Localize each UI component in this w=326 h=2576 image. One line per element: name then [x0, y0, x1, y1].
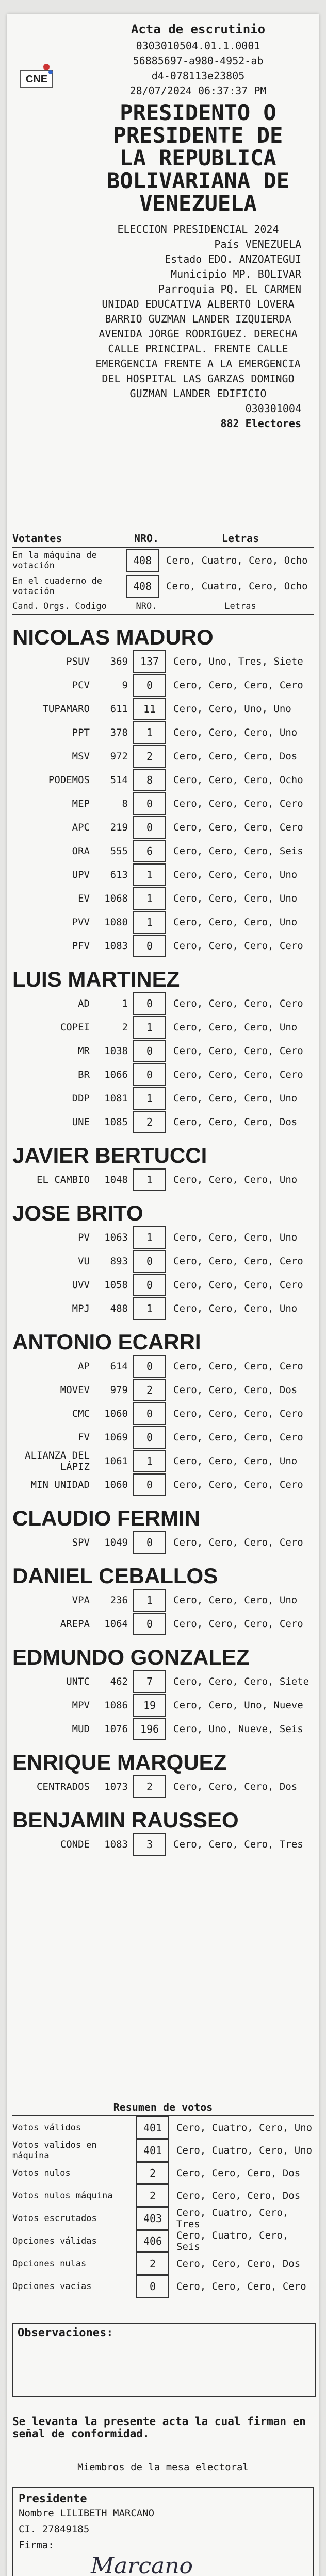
party-row: [12, 721, 314, 744]
candidate-name: LUIS MARTINEZ: [12, 967, 180, 991]
party-code: 1076: [104, 1723, 128, 1735]
party-org: CMC: [72, 1408, 90, 1419]
acta-code-1: 0303010504.01.1.0001: [136, 39, 260, 52]
candidate-name: ENRIQUE MARQUEZ: [12, 1750, 227, 1774]
party-votes: 0: [133, 1613, 166, 1635]
party-votes-letters: Cero, Cero, Cero, Uno: [173, 1455, 298, 1467]
party-code: 369: [110, 656, 128, 667]
org-label: Orgs. Codigo: [43, 601, 107, 612]
summary-label: Votos nulos: [12, 2168, 71, 2178]
candidate-name: CLAUDIO FERMIN: [12, 1506, 200, 1530]
summary-letters: Cero, Cero, Cero, Dos: [176, 2167, 301, 2179]
party-votes: 0: [133, 816, 166, 839]
party-org: AP: [78, 1361, 90, 1372]
party-row: [12, 1775, 314, 1799]
party-row: [12, 697, 314, 721]
party-votes-letters: Cero, Uno, Nueve, Seis: [173, 1723, 303, 1735]
party-code: 1060: [104, 1479, 128, 1490]
party-votes: 0: [133, 674, 166, 697]
party-votes-letters: Cero, Cero, Cero, Cero: [173, 1537, 303, 1548]
summary-letters: Cero, Cero, Cero, Dos: [176, 2190, 301, 2201]
summary-letters: Cero, Cuatro, Cero, Tres: [176, 2207, 289, 2230]
nro2-label: NRO.: [136, 601, 157, 612]
party-votes: 0: [133, 1063, 166, 1086]
party-votes-letters: Cero, Cero, Cero, Siete: [173, 1676, 309, 1687]
party-row: [12, 1354, 314, 1378]
summary-letters: Cero, Cuatro, Cero, Uno: [176, 2122, 313, 2133]
party-votes: 0: [133, 1355, 166, 1378]
center-name: UNIDAD EDUCATIVA ALBERTO LOVERA: [102, 298, 295, 311]
party-row: [12, 1087, 314, 1110]
summary-row: [12, 2184, 314, 2207]
party-row: [12, 1249, 314, 1273]
party-code: 488: [110, 1303, 128, 1314]
summary-row: [12, 2162, 314, 2184]
party-org: UNTC: [66, 1676, 90, 1687]
party-votes: 1: [133, 887, 166, 910]
party-org: PVV: [72, 917, 90, 928]
candidates-section: [12, 625, 314, 1866]
party-votes: 0: [133, 1250, 166, 1273]
candidate-block: [12, 1201, 314, 1320]
conformity-text: Se levanta la presente acta la cual firman en señal de conformidad.: [12, 2415, 306, 2440]
party-org: UPV: [72, 869, 90, 880]
row-letras: Cero, Cuatro, Cero, Ocho: [166, 581, 308, 592]
party-code: 378: [110, 727, 128, 738]
party-code: 972: [110, 751, 128, 762]
party-org: EL CAMBIO: [37, 1174, 90, 1185]
party-votes-letters: Cero, Cero, Cero, Uno: [173, 1174, 298, 1185]
party-votes: 2: [133, 745, 166, 768]
party-org: UVV: [72, 1279, 90, 1291]
party-row: [12, 934, 314, 958]
party-votes-letters: Cero, Cero, Cero, Dos: [173, 751, 298, 762]
summary-nro: 0: [136, 2275, 169, 2298]
row-nro: 408: [126, 575, 159, 598]
party-row: [12, 1378, 314, 1402]
party-votes-letters: Cero, Cero, Cero, Dos: [173, 1384, 298, 1396]
votantes-row-cuaderno: [12, 573, 314, 599]
acta-date: 28/07/2024 06:37:37 PM: [129, 84, 267, 97]
member-signature: Marcano: [91, 2553, 193, 2576]
summary-row: [12, 2139, 314, 2162]
party-org: SPV: [72, 1537, 90, 1548]
votantes-section: [12, 532, 314, 615]
summary-nro: 401: [136, 2139, 169, 2162]
party-code: 555: [110, 845, 128, 857]
row-nro: 408: [126, 549, 159, 572]
party-votes: 0: [133, 1531, 166, 1554]
party-code: 8: [122, 798, 128, 809]
member-signature-label: Firma:: [19, 2539, 54, 2551]
member-ci: CI. 27849185: [19, 2521, 307, 2537]
row-letras: Cero, Cuatro, Cero, Ocho: [166, 555, 308, 566]
party-row: [12, 1226, 314, 1249]
party-votes: 0: [133, 1040, 166, 1062]
candidate-name: ANTONIO ECARRI: [12, 1330, 201, 1354]
party-votes: 11: [133, 698, 166, 720]
party-code: 1048: [104, 1174, 128, 1185]
party-org: FV: [78, 1432, 90, 1443]
party-org: UNE: [72, 1116, 90, 1128]
party-row: [12, 1402, 314, 1426]
party-code: 1060: [104, 1408, 128, 1419]
party-row: [12, 992, 314, 1015]
party-code: 614: [110, 1361, 128, 1372]
candidate-block: [12, 1564, 314, 1636]
party-row: [12, 1168, 314, 1192]
summary-row: [12, 2252, 314, 2275]
party-code: 613: [110, 869, 128, 880]
party-code: 1073: [104, 1781, 128, 1792]
party-row: [12, 673, 314, 697]
acta-header: [7, 14, 319, 478]
nro-label: NRO.: [134, 532, 159, 545]
party-org: MOVEV: [60, 1384, 90, 1396]
summary-letters: Cero, Cuatro, Cero, Uno: [176, 2145, 313, 2156]
party-code: 893: [110, 1256, 128, 1267]
party-code: 1080: [104, 917, 128, 928]
party-votes-letters: Cero, Cero, Cero, Cero: [173, 1069, 303, 1080]
party-code: 1066: [104, 1069, 128, 1080]
party-code: 1086: [104, 1700, 128, 1711]
party-votes: 8: [133, 769, 166, 791]
observations-title: Observaciones:: [18, 2327, 113, 2340]
party-votes-letters: Cero, Cero, Cero, Cero: [173, 1279, 303, 1291]
header-column: [95, 21, 301, 431]
summary-row: [12, 2207, 314, 2230]
party-row: [12, 1297, 314, 1320]
candidate-block: [12, 1330, 314, 1497]
party-code: 1038: [104, 1045, 128, 1057]
member-name: Nombre LILIBETH MARCANO: [19, 2505, 307, 2521]
party-votes-letters: Cero, Cero, Cero, Uno: [173, 917, 298, 928]
party-row: [12, 1670, 314, 1693]
summary-nro: 401: [136, 2116, 169, 2139]
party-org: MPV: [72, 1700, 90, 1711]
party-row: [12, 1531, 314, 1554]
candidate-block: [12, 1808, 314, 1856]
party-votes-letters: Cero, Cero, Cero, Dos: [173, 1781, 298, 1792]
party-code: 1069: [104, 1432, 128, 1443]
party-org: PCV: [72, 680, 90, 691]
party-votes: 0: [133, 1274, 166, 1296]
party-code: 979: [110, 1384, 128, 1396]
party-votes: 1: [133, 721, 166, 744]
party-code: 1085: [104, 1116, 128, 1128]
country: País VENEZUELA: [214, 238, 301, 251]
party-votes-letters: Cero, Cero, Cero, Uno: [173, 1022, 298, 1033]
party-row: [12, 1473, 314, 1497]
party-org: ALIANZA DEL LÁPIZ: [25, 1450, 90, 1472]
candidate-name: DANIEL CEBALLOS: [12, 1564, 218, 1588]
letras2-label: Letras: [224, 601, 256, 612]
party-code: 1083: [104, 1839, 128, 1850]
party-code: 2: [122, 1022, 128, 1033]
party-row: [12, 1110, 314, 1134]
party-votes: 137: [133, 650, 166, 673]
party-votes: 1: [133, 1087, 166, 1110]
party-org: ORA: [72, 845, 90, 857]
party-row: [12, 816, 314, 839]
summary-letters: Cero, Cero, Cero, Cero: [176, 2281, 306, 2292]
summary-nro: 403: [136, 2207, 169, 2230]
party-row: [12, 1039, 314, 1063]
summary-letters: Cero, Cero, Cero, Dos: [176, 2258, 301, 2269]
candidate-name: NICOLAS MADURO: [12, 625, 214, 649]
center-address: BARRIO GUZMAN LANDER IZQUIERDA AVENIDA JORGE RODRIGUEZ. DERECHA CALLE PRINCIPAL. FRENTE CALLE EMERGENCIA FRENTE A LA EMERGENCIA DEL HOSPITAL LAS GARZAS DOMINGO GUZMAN LANDER EDIFICIO: [95, 313, 301, 400]
party-votes-letters: Cero, Cero, Cero, Tres: [173, 1839, 303, 1850]
party-org: EV: [78, 893, 90, 904]
cne-logo-text: CNE: [25, 74, 48, 85]
party-votes: 2: [133, 1379, 166, 1401]
candidate-block: [12, 1506, 314, 1554]
parish: Parroquia PQ. EL CARMEN: [158, 283, 301, 296]
party-row: [12, 1717, 314, 1741]
party-org: PPT: [72, 727, 90, 738]
summary-nro: 2: [136, 2252, 169, 2275]
party-votes: 3: [133, 1833, 166, 1856]
party-code: 1: [122, 998, 128, 1009]
party-code: 1061: [104, 1455, 128, 1467]
votantes-label: Votantes: [12, 532, 62, 545]
party-votes: 1: [133, 1450, 166, 1472]
party-votes-letters: Cero, Cero, Cero, Uno: [173, 1303, 298, 1314]
party-votes: 196: [133, 1718, 166, 1740]
summary-label: Votos escrutados: [12, 2213, 97, 2224]
party-votes-letters: Cero, Cero, Cero, Cero: [173, 680, 303, 691]
party-votes-letters: Cero, Cero, Cero, Cero: [173, 998, 303, 1009]
party-votes-letters: Cero, Cero, Cero, Uno: [173, 727, 298, 738]
party-row: [12, 839, 314, 863]
party-org: MEP: [72, 798, 90, 809]
members-title: Miembros de la mesa electoral: [77, 2462, 249, 2473]
party-org: TUPAMARO: [42, 703, 90, 715]
party-votes-letters: Cero, Cero, Uno, Uno: [173, 703, 291, 715]
row-label: En la máquina de votación: [12, 550, 97, 571]
candidate-name: EDMUNDO GONZALEZ: [12, 1645, 250, 1669]
municipality: Municipio MP. BOLIVAR: [171, 268, 301, 281]
letras-label: Letras: [221, 532, 259, 545]
summary-nro: 2: [136, 2162, 169, 2184]
party-org: MR: [78, 1045, 90, 1057]
candidate-name: JOSE BRITO: [12, 1201, 143, 1225]
party-code: 9: [122, 680, 128, 691]
party-votes-letters: Cero, Cero, Cero, Ocho: [173, 774, 303, 786]
observations-box: [12, 2323, 316, 2397]
party-code: 1064: [104, 1618, 128, 1630]
party-org: APC: [72, 822, 90, 833]
summary-title: Resumen de votos: [12, 2101, 314, 2116]
summary-nro: 2: [136, 2184, 169, 2207]
candidate-block: [12, 967, 314, 1134]
party-votes-letters: Cero, Cero, Cero, Cero: [173, 1432, 303, 1443]
party-row: [12, 863, 314, 887]
center-code: 030301004: [245, 402, 301, 415]
candidate-block: [12, 1645, 314, 1741]
party-code: 1083: [104, 940, 128, 952]
summary-row: [12, 2230, 314, 2252]
party-row: [12, 1273, 314, 1297]
party-votes-letters: Cero, Cero, Cero, Cero: [173, 1361, 303, 1372]
election-title: PRESIDENTO O PRESIDENTE DE LA REPUBLICA BOLIVARIANA DE VENEZUELA: [106, 99, 289, 216]
party-row: [12, 1588, 314, 1612]
party-votes: 1: [133, 863, 166, 886]
party-org: PV: [78, 1232, 90, 1243]
party-votes-letters: Cero, Cero, Cero, Cero: [173, 798, 303, 809]
party-org: BR: [78, 1069, 90, 1080]
party-code: 236: [110, 1595, 128, 1606]
party-votes-letters: Cero, Cero, Cero, Cero: [173, 1256, 303, 1267]
summary-label: Votos válidos: [12, 2123, 82, 2133]
party-row: [12, 1449, 314, 1473]
party-row: [12, 887, 314, 910]
party-row: [12, 1426, 314, 1449]
row-label: En el cuaderno de votación: [12, 576, 102, 597]
party-row: [12, 1833, 314, 1856]
summary-label: Votos validos en máquina: [12, 2140, 97, 2161]
member-block: [12, 2487, 314, 2576]
summary-row: [12, 2275, 314, 2298]
party-org: MPJ: [72, 1303, 90, 1314]
party-code: 219: [110, 822, 128, 833]
party-code: 1081: [104, 1093, 128, 1104]
party-org: PFV: [72, 940, 90, 952]
party-org: CENTRADOS: [37, 1781, 90, 1792]
party-votes-letters: Cero, Cero, Cero, Cero: [173, 1045, 303, 1057]
party-row: [12, 1063, 314, 1087]
party-votes: 2: [133, 1775, 166, 1798]
party-votes-letters: Cero, Uno, Tres, Siete: [173, 656, 303, 667]
summary-label: Opciones vacías: [12, 2281, 92, 2292]
party-votes: 1: [133, 1589, 166, 1612]
party-row: [12, 744, 314, 768]
summary-letters: Cero, Cuatro, Cero, Seis: [176, 2230, 289, 2252]
party-row: [12, 1612, 314, 1636]
party-org: MIN UNIDAD: [30, 1479, 90, 1490]
party-org: MUD: [72, 1723, 90, 1735]
candidate-name: BENJAMIN RAUSSEO: [12, 1808, 239, 1832]
party-votes-letters: Cero, Cero, Cero, Seis: [173, 845, 303, 857]
party-org: PSUV: [66, 656, 90, 667]
party-votes: 1: [133, 1297, 166, 1320]
party-votes: 1: [133, 911, 166, 934]
party-code: 611: [110, 703, 128, 715]
summary-row: [12, 2116, 314, 2139]
members-section: [12, 2487, 314, 2576]
candidate-name: JAVIER BERTUCCI: [12, 1143, 207, 1167]
party-votes-letters: Cero, Cero, Cero, Cero: [173, 1479, 303, 1490]
party-org: PODEMOS: [48, 774, 90, 786]
party-code: 1049: [104, 1537, 128, 1548]
party-votes-letters: Cero, Cero, Cero, Uno: [173, 1093, 298, 1104]
party-code: 462: [110, 1676, 128, 1687]
party-votes-letters: Cero, Cero, Uno, Nueve: [173, 1700, 303, 1711]
state: Estado EDO. ANZOATEGUI: [165, 253, 301, 266]
acta-code-2: 56885697-a980-4952-abd4-078113e23805: [133, 54, 264, 82]
party-code: 1063: [104, 1232, 128, 1243]
party-code: 1058: [104, 1279, 128, 1291]
party-votes: 0: [133, 1402, 166, 1425]
candidate-block: [12, 1750, 314, 1799]
party-votes-letters: Cero, Cero, Cero, Cero: [173, 1408, 303, 1419]
party-org: DDP: [72, 1093, 90, 1104]
party-row: [12, 910, 314, 934]
candidate-block: [12, 1143, 314, 1192]
party-row: [12, 1015, 314, 1039]
party-org: COPEI: [60, 1022, 90, 1033]
cne-logo: [19, 61, 55, 97]
summary-section: [12, 2101, 314, 2298]
votantes-row-maquina: [12, 548, 314, 573]
party-votes-letters: Cero, Cero, Cero, Cero: [173, 822, 303, 833]
party-votes-letters: Cero, Cero, Cero, Uno: [173, 1595, 298, 1606]
party-row: [12, 768, 314, 792]
party-votes: 0: [133, 992, 166, 1015]
party-org: AD: [78, 998, 90, 1009]
summary-label: Votos nulos máquina: [12, 2191, 113, 2201]
election-name: ELECCION PRESIDENCIAL 2024: [117, 223, 279, 236]
summary-nro: 406: [136, 2230, 169, 2252]
party-votes: 0: [133, 935, 166, 957]
party-org: CONDE: [60, 1839, 90, 1850]
party-votes: 0: [133, 1426, 166, 1449]
party-votes-letters: Cero, Cero, Cero, Uno: [173, 1232, 298, 1243]
party-votes-letters: Cero, Cero, Cero, Uno: [173, 893, 298, 904]
party-row: [12, 1693, 314, 1717]
party-votes-letters: Cero, Cero, Cero, Dos: [173, 1116, 298, 1128]
summary-label: Opciones nulas: [12, 2259, 87, 2269]
party-votes: 1: [133, 1226, 166, 1249]
party-votes: 1: [133, 1016, 166, 1039]
party-votes: 7: [133, 1670, 166, 1693]
party-votes-letters: Cero, Cero, Cero, Uno: [173, 869, 298, 880]
acta-title: Acta de escrutinio: [131, 22, 266, 37]
acta-paper: [7, 14, 319, 2576]
party-votes: 1: [133, 1168, 166, 1191]
party-org: VPA: [72, 1595, 90, 1606]
party-org: VU: [78, 1256, 90, 1267]
cand-label: Cand.: [12, 601, 39, 612]
candidate-block: [12, 625, 314, 958]
party-org: MSV: [72, 751, 90, 762]
party-votes-letters: Cero, Cero, Cero, Cero: [173, 1618, 303, 1630]
summary-label: Opciones válidas: [12, 2236, 97, 2246]
party-row: [12, 792, 314, 816]
party-code: 1068: [104, 893, 128, 904]
party-code: 514: [110, 774, 128, 786]
party-votes-letters: Cero, Cero, Cero, Cero: [173, 940, 303, 952]
party-votes: 2: [133, 1111, 166, 1133]
party-row: [12, 650, 314, 673]
party-votes: 0: [133, 792, 166, 815]
member-role: Presidente: [19, 2493, 87, 2505]
party-votes: 6: [133, 840, 166, 862]
party-votes: 0: [133, 1473, 166, 1496]
party-votes: 19: [133, 1694, 166, 1717]
party-org: AREPA: [60, 1618, 90, 1630]
voters-count: 882 Electores: [220, 417, 301, 430]
